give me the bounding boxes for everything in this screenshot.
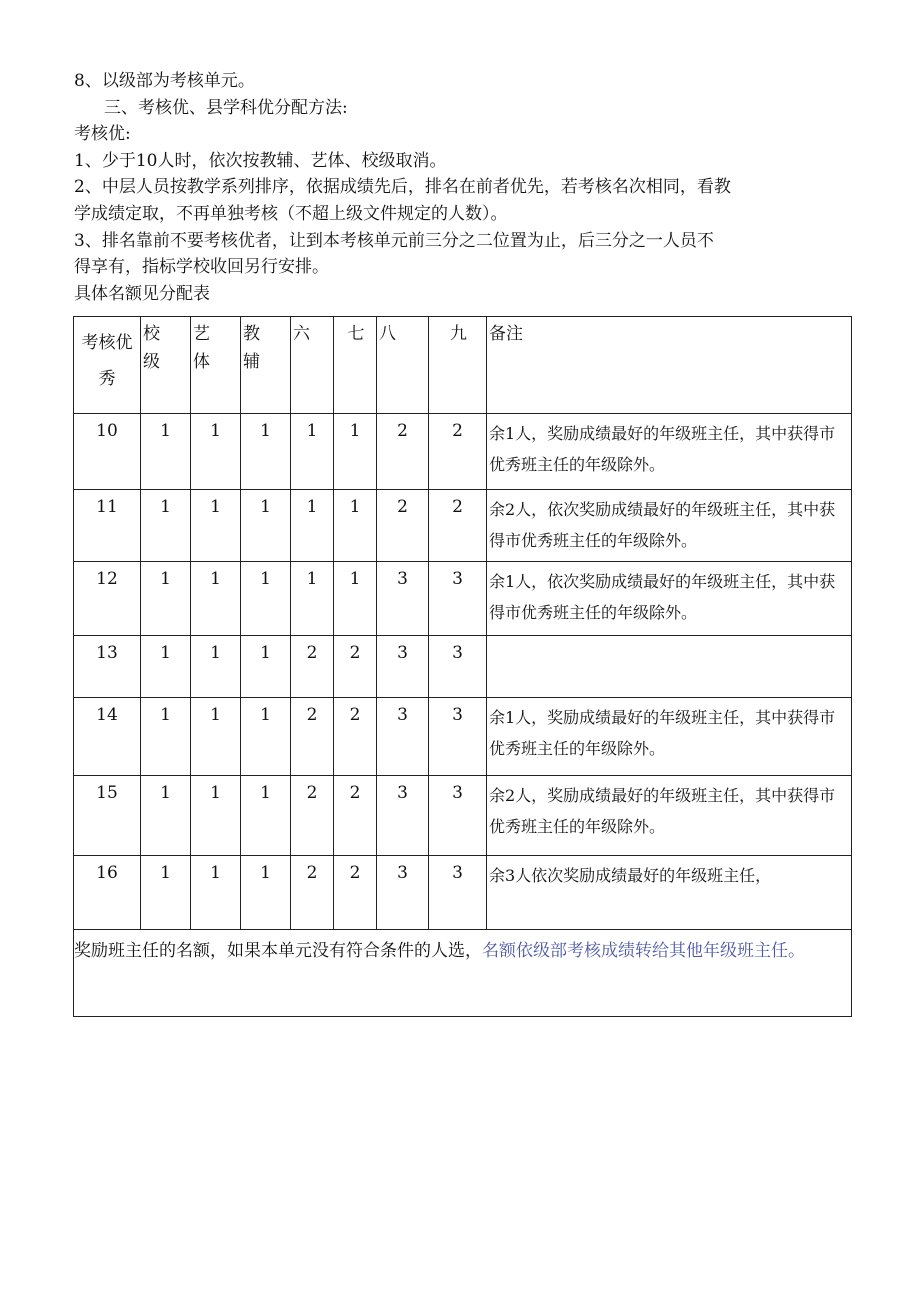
cell-aux: 1: [241, 856, 291, 930]
cell-total: 16: [74, 856, 141, 930]
cell-school: 1: [141, 698, 191, 776]
table-row: [74, 490, 852, 562]
header-cell: 六: [291, 317, 334, 414]
cell-arts: 1: [191, 562, 241, 636]
cell-total: 10: [74, 414, 141, 490]
footer-note-text: 奖励班主任的名额，如果本单元没有符合条件的人选，: [74, 941, 482, 961]
cell-note: 余2人，奖励成绩最好的年级班主任，其中获得市优秀班主任的年级除外。: [487, 776, 852, 856]
header-cell: 七: [334, 317, 377, 414]
table-row: [74, 698, 852, 776]
header-cell: 八: [377, 317, 429, 414]
cell-grade6: 1: [291, 562, 334, 636]
cell-arts: 1: [191, 414, 241, 490]
rule-2-line-1: 2、中层人员按教学系列排序，依据成绩先后，排名在前者优先，若考核名次相同，看教: [74, 177, 731, 197]
cell-aux: 1: [241, 490, 291, 562]
cell-grade7: 1: [334, 490, 377, 562]
cell-school: 1: [141, 636, 191, 698]
cell-arts: 1: [191, 698, 241, 776]
cell-grade9: 3: [429, 636, 487, 698]
header-cell: 教辅: [241, 317, 291, 414]
cell-total: 14: [74, 698, 141, 776]
cell-total: 11: [74, 490, 141, 562]
cell-aux: 1: [241, 776, 291, 856]
cell-grade8: 3: [377, 636, 429, 698]
cell-grade9: 3: [429, 562, 487, 636]
table-header-row: [74, 317, 852, 414]
cell-aux: 1: [241, 636, 291, 698]
cell-note: [487, 636, 852, 698]
cell-grade9: 2: [429, 490, 487, 562]
cell-total: 13: [74, 636, 141, 698]
cell-arts: 1: [191, 636, 241, 698]
cell-grade9: 3: [429, 776, 487, 856]
cell-grade6: 2: [291, 698, 334, 776]
cell-arts: 1: [191, 856, 241, 930]
cell-note: 余1人，依次奖励成绩最好的年级班主任，其中获得市优秀班主任的年级除外。: [487, 562, 852, 636]
cell-school: 1: [141, 490, 191, 562]
cell-grade6: 1: [291, 490, 334, 562]
cell-grade9: 3: [429, 856, 487, 930]
cell-grade7: 1: [334, 562, 377, 636]
cell-school: 1: [141, 856, 191, 930]
rule-3-line-1: 3、排名靠前不要考核优者，让到本考核单元前三分之二位置为止，后三分之一人员不: [74, 231, 714, 251]
cell-grade7: 2: [334, 856, 377, 930]
item-8: 8、以级部为考核单元。: [74, 71, 255, 91]
table-row: [74, 776, 852, 856]
cell-grade8: 3: [377, 562, 429, 636]
cell-grade6: 2: [291, 856, 334, 930]
cell-grade9: 3: [429, 698, 487, 776]
rule-2-line-2: 学成绩定取，不再单独考核（不超上级文件规定的人数）。: [74, 204, 508, 224]
cell-total: 15: [74, 776, 141, 856]
cell-arts: 1: [191, 490, 241, 562]
cell-grade7: 2: [334, 698, 377, 776]
header-cell: 校级: [141, 317, 191, 414]
cell-school: 1: [141, 562, 191, 636]
cell-note: 余3人依次奖励成绩最好的年级班主任，: [487, 856, 852, 930]
cell-grade8: 3: [377, 776, 429, 856]
cell-grade8: 2: [377, 414, 429, 490]
cell-school: 1: [141, 776, 191, 856]
allocation-table: [73, 316, 852, 1017]
cell-grade8: 3: [377, 698, 429, 776]
header-cell: 九: [429, 317, 487, 414]
subheading-kaohe-you: 考核优:: [74, 124, 131, 144]
table-footer-row: [74, 930, 852, 1017]
table-row: [74, 856, 852, 930]
cell-grade6: 2: [291, 776, 334, 856]
header-cell: 艺体: [191, 317, 241, 414]
cell-grade6: 1: [291, 414, 334, 490]
rule-1: 1、少于10人时，依次按教辅、艺体、校级取消。: [74, 151, 447, 171]
cell-note: 余1人，奖励成绩最好的年级班主任，其中获得市优秀班主任的年级除外。: [487, 414, 852, 490]
table-row: [74, 636, 852, 698]
cell-total: 12: [74, 562, 141, 636]
section-heading: 三、考核优、县学科优分配方法:: [104, 98, 348, 118]
table-row: [74, 414, 852, 490]
cell-school: 1: [141, 414, 191, 490]
header-cell: 备注: [487, 317, 852, 414]
rule-3-line-2: 得享有，指标学校收回另行安排。: [74, 257, 329, 277]
cell-grade6: 2: [291, 636, 334, 698]
cell-grade7: 2: [334, 636, 377, 698]
header-cell: 考核优秀: [74, 317, 141, 414]
table-caption: 具体名额见分配表: [74, 284, 210, 304]
cell-grade9: 2: [429, 414, 487, 490]
footer-note-highlight: 名额依级部考核成绩转给其他年级班主任。: [482, 941, 805, 961]
cell-grade7: 1: [334, 414, 377, 490]
cell-grade7: 2: [334, 776, 377, 856]
cell-arts: 1: [191, 776, 241, 856]
cell-grade8: 3: [377, 856, 429, 930]
footer-note: [74, 930, 852, 1017]
cell-note: 余1人，奖励成绩最好的年级班主任，其中获得市优秀班主任的年级除外。: [487, 698, 852, 776]
cell-aux: 1: [241, 414, 291, 490]
cell-note: 余2人，依次奖励成绩最好的年级班主任，其中获得市优秀班主任的年级除外。: [487, 490, 852, 562]
cell-grade8: 2: [377, 490, 429, 562]
table-row: [74, 562, 852, 636]
cell-aux: 1: [241, 698, 291, 776]
cell-aux: 1: [241, 562, 291, 636]
